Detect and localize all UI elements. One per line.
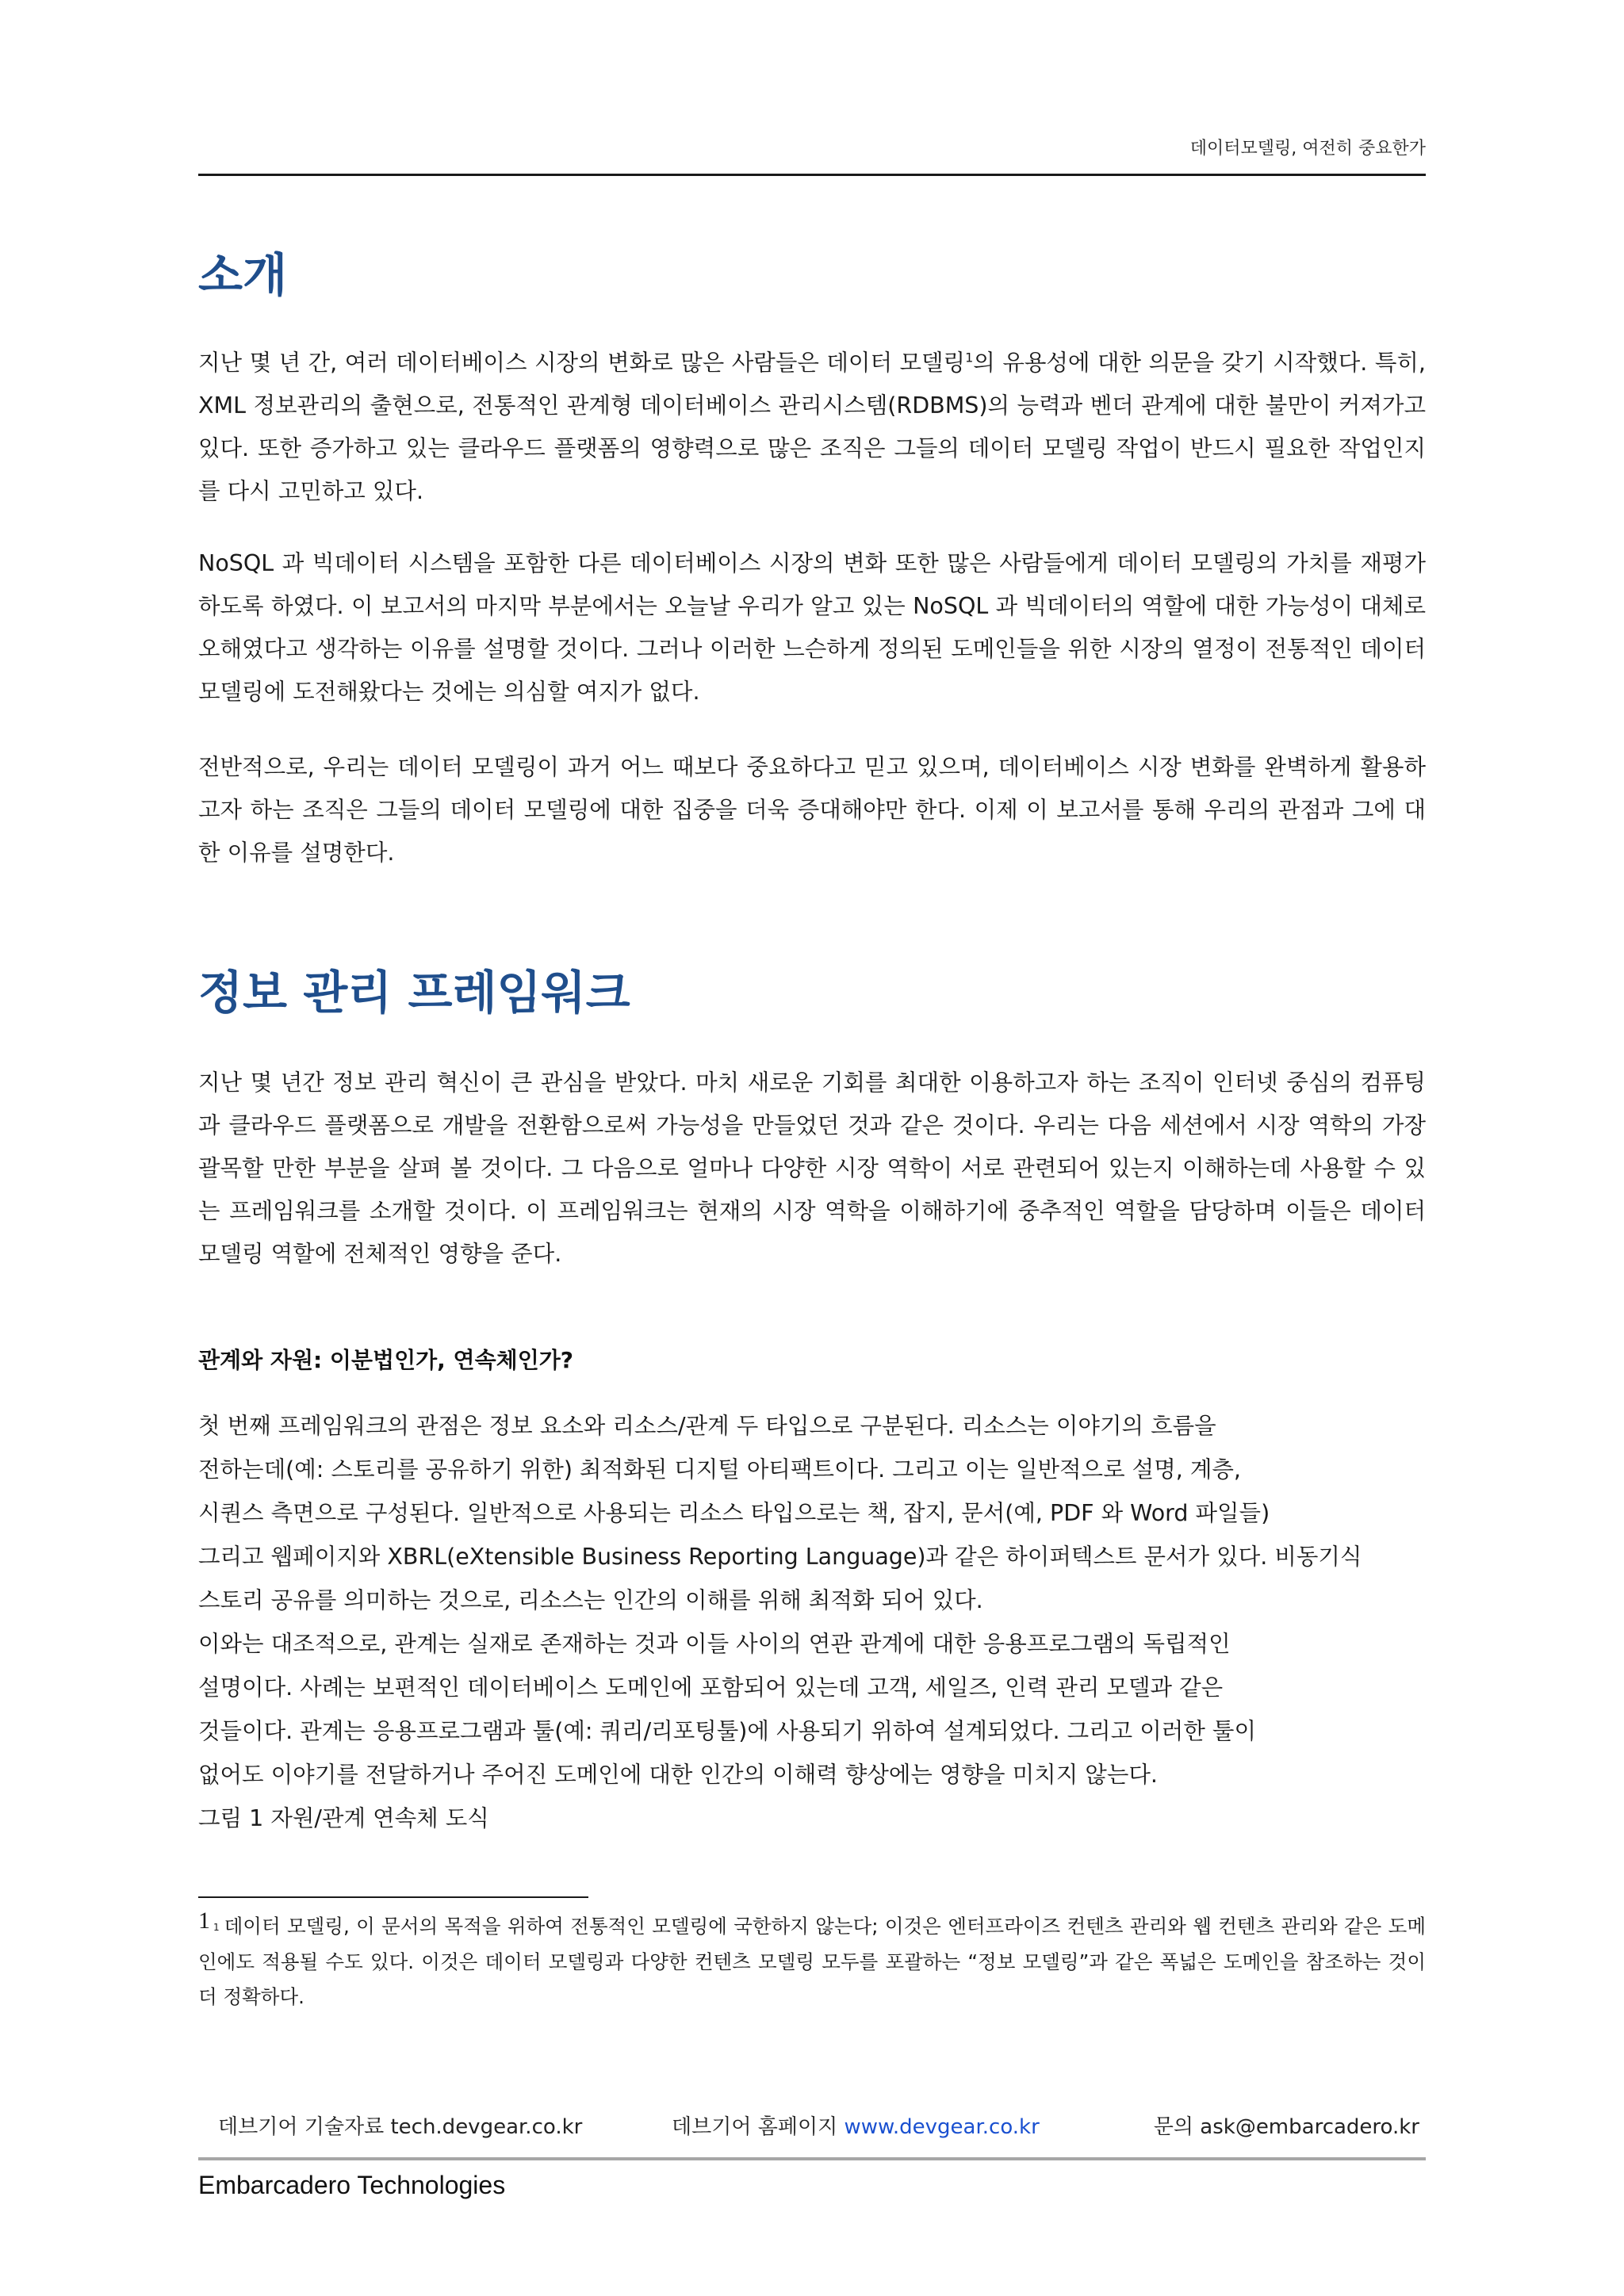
footer-homepage — [672, 2117, 1040, 2137]
relations-line: 스토리 공유를 의미하는 것으로, 리소스는 인간의 이해를 위해 최적화 되어 있다. — [198, 1587, 983, 1613]
footnote — [198, 1909, 1426, 2015]
footer-rule — [198, 2157, 1426, 2160]
intro-paragraph-1 — [198, 342, 1426, 513]
footnote-rule — [198, 1896, 588, 1898]
relations-line: 시퀀스 측면으로 구성된다. 일반적으로 사용되는 리소스 타입으로는 책, 잡지, 문서(예, PDF 와 Word 파일들) — [198, 1500, 1270, 1526]
framework-paragraph-1: 지난 몇 년간 정보 관리 혁신이 큰 관심을 받았다. 마치 새로운 기회를 최대한 이용하고자 하는 조직이 인터넷 중심의 컴퓨팅과 클라우드 플랫폼으로 개발을 전환함으로써 가능성을 만들었던 것과 같은 것이다. 우리는 다음 세션에서 시장 역학의 가장 괄목할 만한 부분을 살펴 볼 것이다. 그 다음으로 얼마나 다양한 시장 역학이 서로 관련되어 있는지 이해하는데 사용할 수 있는 프레임워크를 소개할 것이다. 이 프레임워크는 현재의 시장 역학을 이해하기에 중추적인 역할을 담당하며 이들은 데이터 모델링 역할에 전체적인 영향을 준다. — [198, 1070, 1426, 1267]
footer-homepage-link[interactable]: www.devgear.co.kr — [844, 2115, 1040, 2139]
relations-line: 그리고 웹페이지와 XBRL(eXtensible Business Reporting Language)과 같은 하이퍼텍스트 문서가 있다. 비동기식 — [198, 1544, 1362, 1570]
relations-body — [198, 1404, 1426, 1840]
intro-paragraph-2: NoSQL 과 빅데이터 시스템을 포함한 다른 데이터베이스 시장의 변화 또한 많은 사람들에게 데이터 모델링의 가치를 재평가하도록 하였다. 이 보고서의 마지막 부분에서는 오늘날 우리가 알고 있는 NoSQL 과 빅데이터의 역할에 대한 가능성이 대체로 오해였다고 생각하는 이유를 설명할 것이다. 그러나 이러한 느슨하게 정의된 도메인들을 위한 시장의 열정이 전통적인 데이터모델링에 도전해왔다는 것에는 의심할 여지가 없다. — [198, 550, 1426, 705]
intro-paragraph-3: 전반적으로, 우리는 데이터 모델링이 과거 어느 때보다 중요하다고 믿고 있으며, 데이터베이스 시장 변화를 완벽하게 활용하고자 하는 조직은 그들의 데이터 모델링에 대한 집중을 더욱 증대해야만 한다. 이제 이 보고서를 통해 우리의 관점과 그에 대한 이유를 설명한다. — [198, 754, 1426, 866]
footer-tech-docs: 데브기어 기술자료 tech.devgear.co.kr — [218, 2115, 583, 2139]
running-header-title: 데이터모델링, 여전히 중요한가 — [1189, 139, 1426, 159]
relations-line: 전하는데(예: 스토리를 공유하기 위한) 최적화된 디지털 아티팩트이다. 그리고 이는 일반적으로 설명, 계층, — [198, 1456, 1241, 1483]
relations-line: 설명이다. 사례는 보편적인 데이터베이스 도메인에 포함되어 있는데 고객, 세일즈, 인력 관리 모델과 같은 — [198, 1674, 1224, 1701]
intro-p1-text-a: 지난 몇 년 간, 여러 데이터베이스 시장의 변화로 많은 사람들은 데이터 모델링 — [198, 350, 966, 376]
footnote-mark: 1 — [213, 1922, 220, 1933]
relations-line: 첫 번째 프레임워크의 관점은 정보 요소와 리소스/관계 두 타입으로 구분된다. 리소스는 이야기의 흐름을 — [198, 1413, 1216, 1439]
figure-caption: 그림 1 자원/관계 연속체 도식 — [198, 1805, 489, 1831]
heading-intro: 소개 — [198, 248, 288, 302]
relations-line: 없어도 이야기를 전달하거나 주어진 도메인에 대한 인간의 이해력 향상에는 영향을 미치지 않는다. — [198, 1762, 1158, 1788]
footnote-ref-1[interactable]: 1 — [965, 350, 974, 365]
footer-homepage-label: 데브기어 홈페이지 — [672, 2115, 845, 2139]
heading-relations-resources: 관계와 자원: 이분법인가, 연속체인가? — [198, 1347, 574, 1373]
heading-framework: 정보 관리 프레임워크 — [198, 966, 630, 1020]
footer-contact: 문의 ask@embarcadero.kr — [1153, 2115, 1419, 2139]
relations-line: 이와는 대조적으로, 관계는 실재로 존재하는 것과 이들 사이의 연관 관계에 대한 응용프로그램의 독립적인 — [198, 1631, 1231, 1657]
relations-line: 것들이다. 관계는 응용프로그램과 툴(예: 쿼리/리포팅툴)에 사용되기 위하여 설계되었다. 그리고 이러한 툴이 — [198, 1718, 1256, 1744]
footnote-number: 1 — [198, 1908, 210, 1934]
company-name: Embarcadero Technologies — [198, 2171, 506, 2199]
header-rule — [198, 174, 1426, 176]
intro-p1-text-b: 의 유용성에 대한 의문을 갖기 시작했다. 특히, XML 정보관리의 출현으로, 전통적인 관계형 데이터베이스 관리시스템(RDBMS)의 능력과 벤더 관계에 대한 불만이 커져가고 있다. 또한 증가하고 있는 클라우드 플랫폼의 영향력으로 많은 조직은 그들의 데이터 모델링 작업이 반드시 필요한 작업인지를 다시 고민하고 있다. — [198, 350, 1426, 504]
footnote-text: 데이터 모델링, 이 문서의 목적을 위하여 전통적인 모델링에 국한하지 않는다; 이것은 엔터프라이즈 컨텐츠 관리와 웹 컨텐츠 관리와 같은 도메인에도 적용될 수도 있다. 이것은 데이터 모델링과 다양한 컨텐츠 모델링 모두를 포괄하는 “정보 모델링”과 같은 폭넓은 도메인을 참조하는 것이 더 정확하다. — [198, 1915, 1426, 2008]
